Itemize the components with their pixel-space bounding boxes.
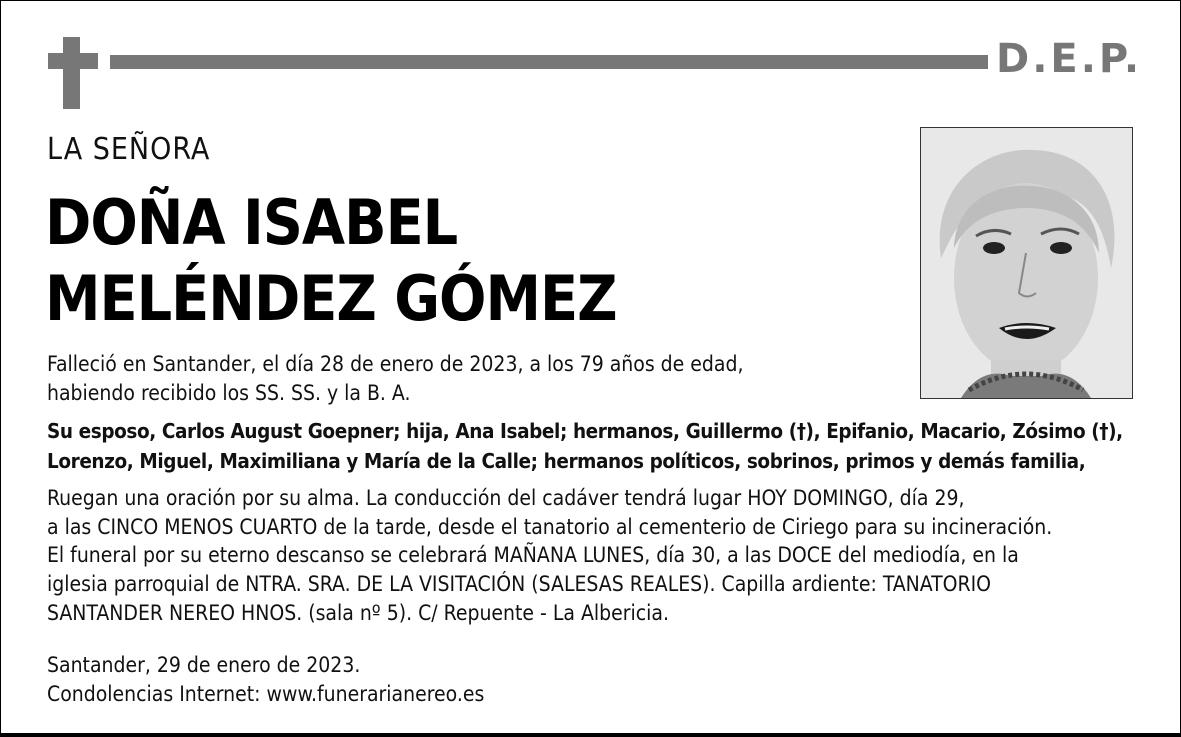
deceased-portrait [920, 127, 1133, 399]
deceased-name-line-2: MELÉNDEZ GÓMEZ [45, 262, 617, 335]
deceased-name-line-1: DOÑA ISABEL [45, 186, 458, 259]
ceremony-line-5: SANTANDER NEREO HNOS. (sala nº 5). C/ Repuente - La Albericia. [47, 601, 669, 625]
ceremony-line-3: El funeral por su eterno descanso se celebrará MAÑANA LUNES, día 30, a las DOCE del mediodía, en la [47, 543, 1019, 567]
condolences-line: Condolencias Internet: www.funerarianereo.es [47, 682, 485, 706]
cross-icon [63, 37, 80, 109]
family-line-1: Su esposo, Carlos August Goepner; hija, Ana Isabel; hermanos, Guillermo (†), Epifanio, Macario, Zósimo (†), [47, 419, 1123, 443]
death-notice-line-2: habiendo recibido los SS. SS. y la B. A. [47, 381, 411, 405]
death-notice-line-1: Falleció en Santander, el día 28 de enero de 2023, a los 79 años de edad, [47, 352, 744, 376]
family-line-2: Lorenzo, Miguel, Maximiliana y María de la Calle; hermanos políticos, sobrinos, primos y demás familia, [47, 449, 1086, 473]
cross-icon-bar [48, 53, 98, 69]
ceremony-line-2: a las CINCO MENOS CUARTO de la tarde, desde el tanatorio al cementerio de Ciriego para su incineración. [47, 515, 1053, 539]
header-rule [110, 55, 988, 69]
date-line: Santander, 29 de enero de 2023. [47, 653, 361, 677]
rest-label: D.E.P. [996, 36, 1143, 82]
ceremony-line-1: Ruegan una oración por su alma. La conducción del cadáver tendrá lugar HOY DOMINGO, día 29, [47, 486, 965, 510]
ceremony-line-4: iglesia parroquial de NTRA. SRA. DE LA VISITACIÓN (SALESAS REALES). Capilla ardiente: TANATORIO [47, 572, 992, 596]
honorific-label: LA SEÑORA [47, 132, 211, 167]
